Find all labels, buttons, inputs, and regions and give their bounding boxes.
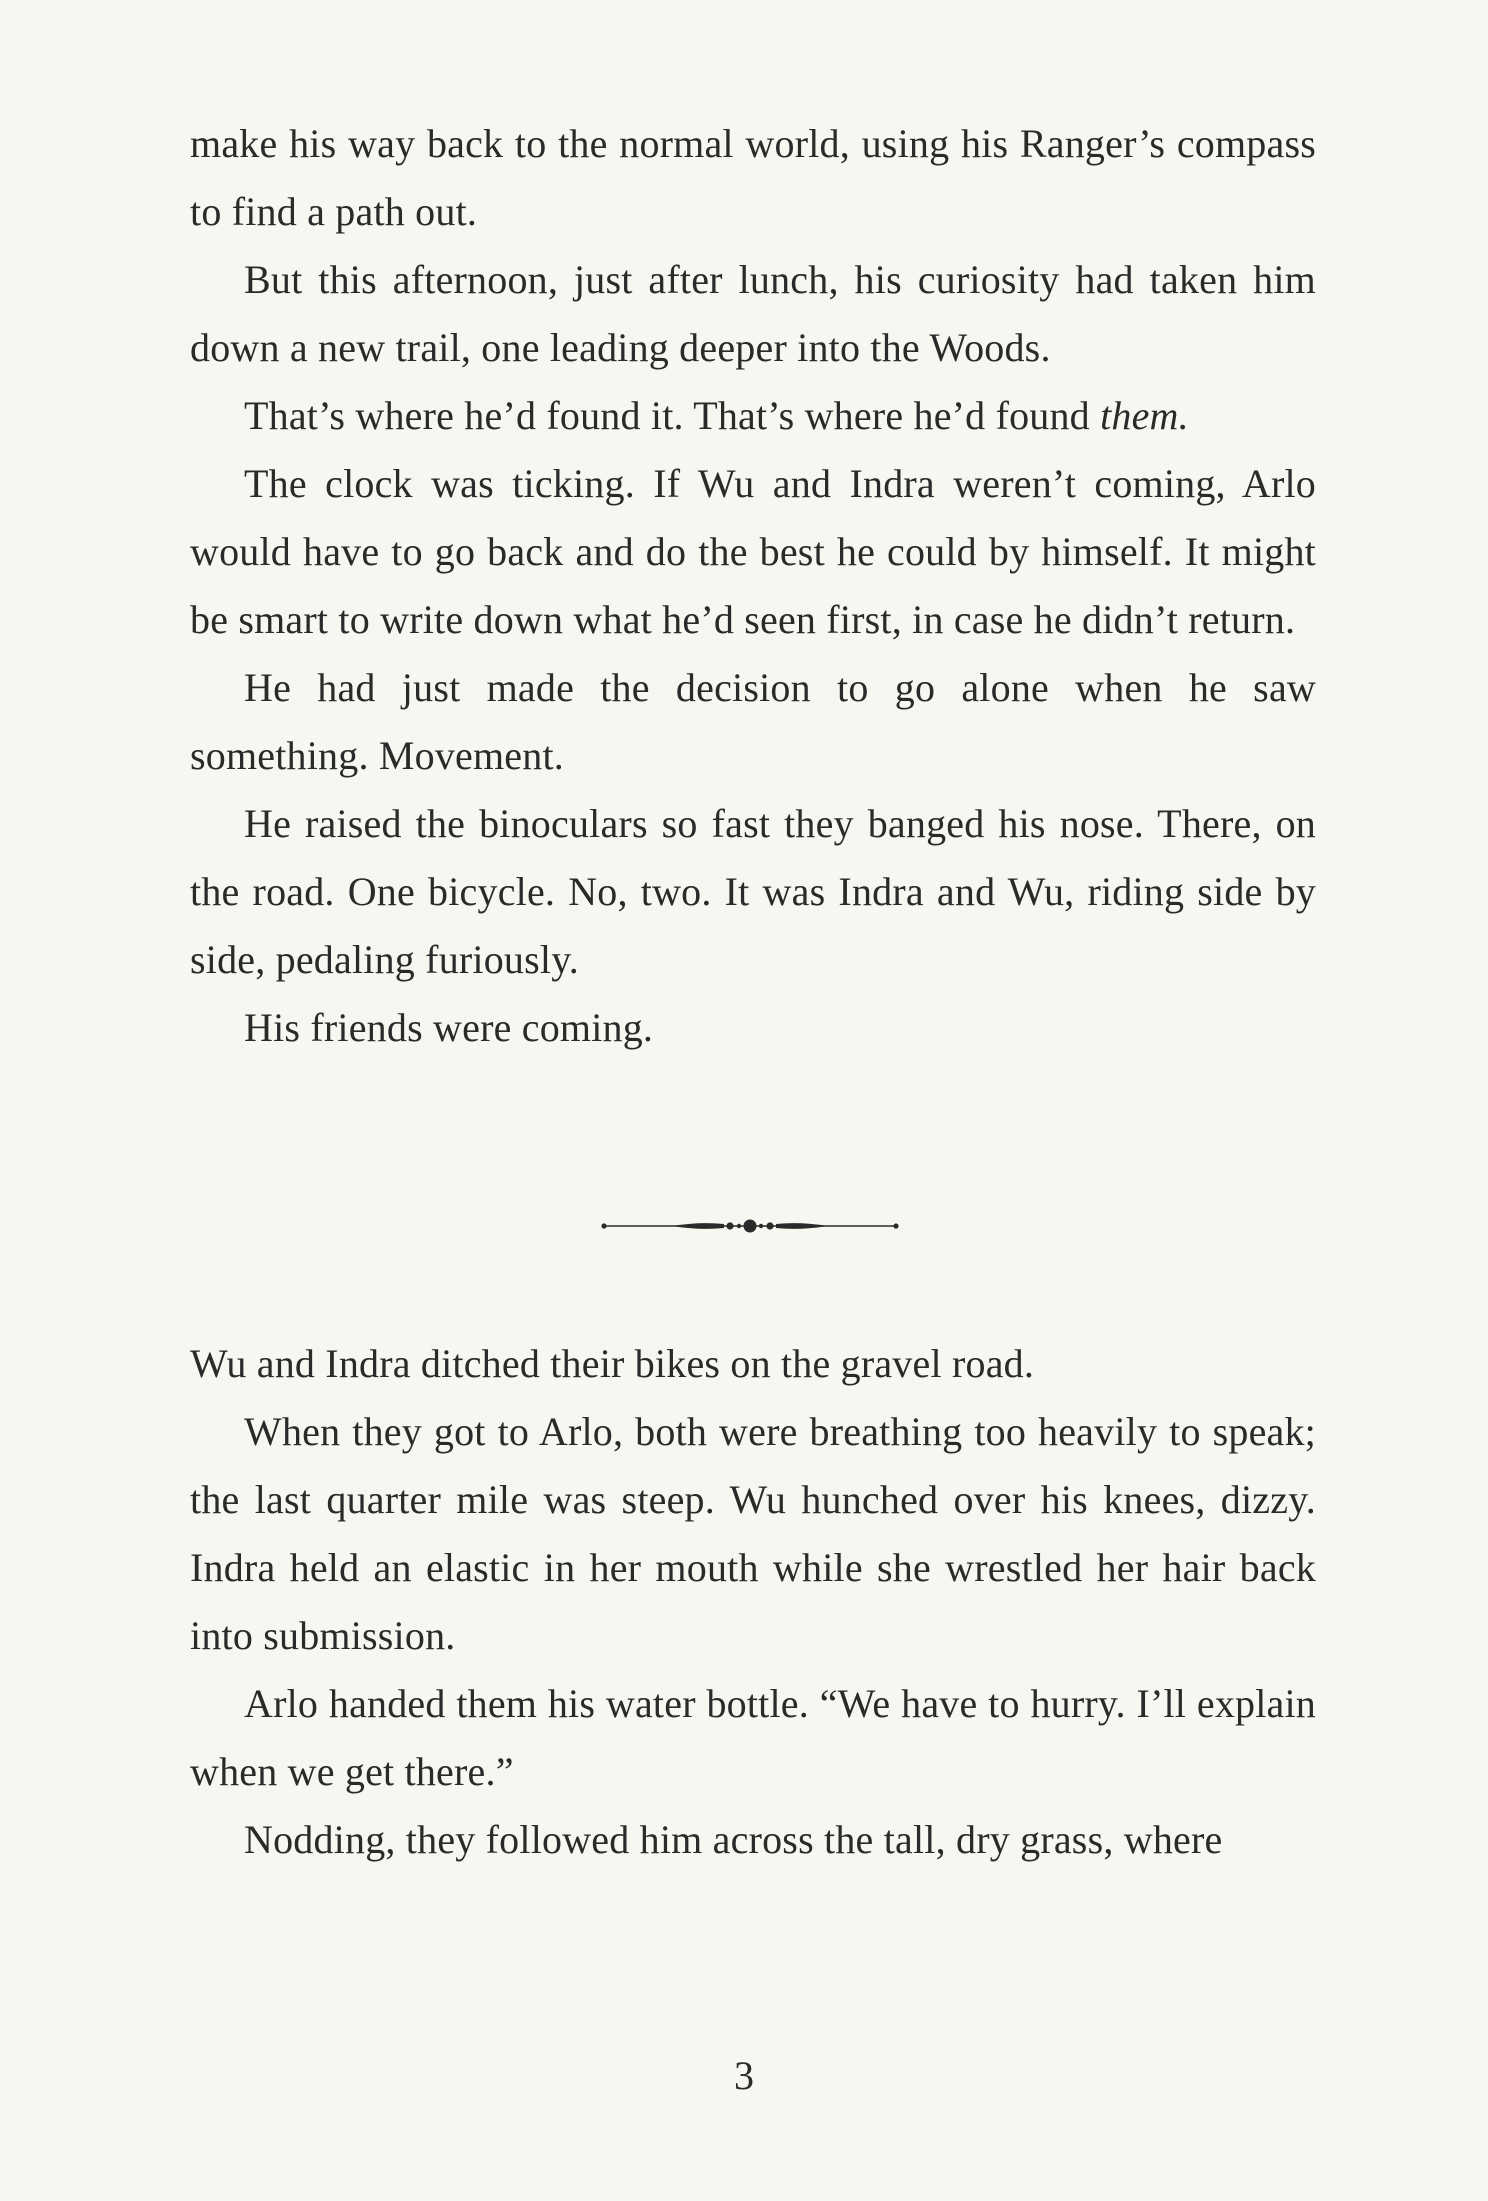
text-section-2 [190, 1330, 1316, 1874]
paragraph-4: The clock was ticking. If Wu and Indra weren’t coming, Arlo would have to go back and do the best he could by himself. It might be smart to write down what he’d seen first, in case he didn’t return. [190, 461, 1316, 642]
paragraph-9: When they got to Arlo, both were breathing too heavily to speak; the last quarter mile was steep. Wu hunched over his knees, dizzy. Indra held an elastic in her mouth while she wrestled her hair back into submission. [190, 1409, 1316, 1658]
text-section-1 [190, 110, 1316, 1062]
paragraph-8: Wu and Indra ditched their bikes on the gravel road. [190, 1341, 1035, 1386]
page-number: 3 [734, 2053, 754, 2098]
paragraph-3 [190, 382, 1316, 450]
paragraph-10: Arlo handed them his water bottle. “We have to hurry. I’ll explain when we get there.” [190, 1681, 1316, 1794]
paragraph-5: He had just made the decision to go alone when he saw something. Movement. [190, 665, 1316, 778]
paragraph-1: make his way back to the normal world, using his Ranger’s compass to find a path out. [190, 121, 1316, 234]
emphasis-them: them. [1100, 393, 1189, 438]
paragraph-3-text: That’s where he’d found it. That’s where he’d found [244, 393, 1101, 438]
paragraph-11: Nodding, they followed him across the tall, dry grass, where [244, 1817, 1223, 1862]
section-break-ornament [600, 1212, 900, 1240]
paragraph-2: But this afternoon, just after lunch, his curiosity had taken him down a new trail, one leading deeper into the Woods. [190, 257, 1316, 370]
paragraph-7: His friends were coming. [244, 1005, 654, 1050]
paragraph-6: He raised the binoculars so fast they banged his nose. There, on the road. One bicycle. No, two. It was Indra and Wu, riding side by side, pedaling furiously. [190, 801, 1316, 982]
